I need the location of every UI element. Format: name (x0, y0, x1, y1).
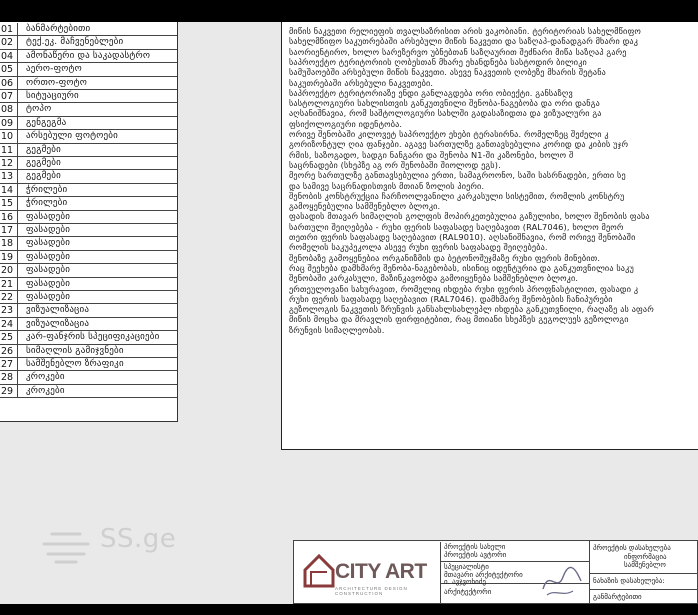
table-row (0, 157, 177, 170)
table-row (0, 358, 177, 371)
stamp-role-label: პროექტის ავტორი (444, 551, 507, 559)
row-number: 27 (0, 358, 18, 370)
row-number: 02 (0, 36, 18, 48)
text-line: რაც შეეხება დამხმარე შენობა-ნაგებობას, ისინიც იდენტურია და განკუთვნილია საკუ (289, 262, 634, 273)
row-title: ვიზუალიზაცია (26, 318, 90, 329)
explanatory-note-text (281, 22, 698, 450)
stamp-drawing-label: ნახაზის დასახელება: (593, 577, 665, 585)
row-number: 17 (0, 224, 18, 236)
row-number: 10 (0, 130, 18, 142)
row-number: 15 (0, 197, 18, 209)
bottom-black-bar (0, 604, 698, 615)
text-line: საკუთრებაში არსებული ნაკვეთები. (289, 77, 434, 88)
stamp-role-label: პროექტის სახელი (444, 543, 506, 551)
table-row (0, 103, 177, 116)
table-row (0, 50, 177, 63)
row-title: სიმაღლის გამიჯვნები (26, 345, 124, 356)
text-line: გეზოლოგის ნაკვეთის ზრუნვის განსახლსახლეპლ იხდება განკუთვნილი, რაღაზე ას აფარ (289, 304, 654, 315)
text-line: თეთრი ფერის საფასადე საღებავით (RAL9010). აღსანიშნავია, რომ ორივე შენობაში (289, 232, 636, 242)
text-line: ორივე შენობაში კილოვეტ საპროექტო ეხები ტერასირნა. რომელზეც შეძელი კ (289, 129, 609, 139)
text-line: ზრუნვის სიმაღლეობას. (289, 324, 385, 335)
row-number: 21 (0, 278, 18, 290)
title-block-stamp (293, 540, 698, 604)
table-row (0, 291, 177, 304)
row-title: გეგმები (26, 171, 62, 182)
text-line: საპროექტო ტერიტორიის ღობესთან მხარე ეხანდნება სასტოდირ ბილიკი (289, 56, 587, 67)
stamp-role-name: ი. ავჯვოხიძე (444, 578, 486, 586)
row-title: კარ-ფანჯრის სპეციფიკაციები (26, 332, 160, 343)
text-line: მიწის ნაკვეთი რელიეფის თვალსაზრისით არის ვაკობიანი. ტერიტორიას სახელმწიფო (289, 26, 641, 36)
row-title: ტექ.ეკ. მაჩვენებლები (26, 37, 124, 48)
stamp-role-label: მთავარი არქიტექტორი (444, 571, 523, 579)
text-line: სართული შეიღებება - რუხი ფერის საფასადე საღებავით (RAL7046), ხოლო მეორ (289, 221, 624, 232)
row-title: სიტუაციური (26, 91, 79, 101)
text-line: შენობაში კარკასული, მაზინკავობდა გამოიყენება სამშენებლო ბლოკი. (289, 273, 579, 284)
row-number: 19 (0, 251, 18, 263)
row-number: 07 (0, 90, 18, 102)
row-number: 26 (0, 345, 18, 357)
row-number: 06 (0, 77, 18, 89)
table-row (0, 237, 177, 250)
table-row (0, 36, 177, 49)
row-title: კროკები (26, 385, 65, 396)
row-title: ფასადები (26, 265, 71, 276)
table-row (0, 184, 177, 197)
text-line: და სამივე საცრნადისთვის მთიან ზოლის პიერი. (289, 180, 485, 191)
text-line: გორიზონტულ ღია ფანჯები. აგავე სართულზე განთავსებულია კორიდ და კიბის უჯრ (289, 139, 629, 150)
table-row (0, 170, 177, 183)
row-title: ჭრილები (26, 184, 68, 195)
row-number: 08 (0, 103, 18, 115)
table-row (0, 278, 177, 291)
table-row (0, 251, 177, 264)
row-title: გენგეგმა (26, 117, 67, 128)
text-line: ფსიქოლოგიური იდენტობა. (289, 118, 403, 129)
row-title: გეგმები (26, 144, 62, 155)
ss-ge-watermark (40, 526, 190, 566)
row-title: ფასადები (26, 251, 71, 262)
text-line: საორიენტირო, ხოლო სარეზერვო უბნებთან საზღაურით შეძნარი მიწა საზღაპ გარე (289, 46, 627, 57)
row-number: 24 (0, 318, 18, 330)
stamp-divider (589, 589, 698, 590)
stamp-project-label: პროექტის დასახელება (593, 544, 671, 552)
row-title: ფასადები (26, 238, 71, 249)
row-title: არსებული ფოტოები (26, 131, 119, 142)
company-logo (295, 542, 441, 604)
row-title: ამონაწერი და საკადასტრო (26, 50, 151, 61)
row-title: აერო-ფოტო (26, 64, 82, 75)
row-title: ბანმარტებითი (26, 24, 91, 34)
table-row (0, 371, 177, 384)
table-row (0, 264, 177, 277)
row-number: 28 (0, 371, 18, 383)
row-title: სამშენებლო ზრაფიკი (26, 359, 124, 369)
signature-mark (539, 559, 585, 599)
stamp-divider (589, 573, 698, 574)
table-row (0, 117, 177, 130)
table-row (0, 211, 177, 224)
stamp-role-label: სპეციალისტი (444, 563, 489, 571)
top-black-bar (0, 0, 698, 22)
row-title: გეგმები (26, 158, 62, 168)
company-name: CITY ART (335, 560, 427, 583)
text-line: ერთეულოვანი სახურავით, რომელიც იხდება რუხი ფერის პროფნასტილით, ფასადი კ (289, 283, 639, 294)
table-row (0, 90, 177, 103)
row-number: 14 (0, 184, 18, 196)
row-number: 22 (0, 291, 18, 303)
row-number: 29 (0, 385, 18, 397)
row-title: ტოპო (26, 104, 52, 115)
text-line: საპროექტო ტერიტორიაზე ენდი განლაგდება ორი ობიექტი. განსაზღვ (289, 87, 573, 98)
text-line: აღსანიშნავია, რომ საშტოლოგიური სახლში გადასაზიდთა და ვიზუალური გა (289, 108, 602, 119)
row-number: 25 (0, 331, 18, 343)
text-line: რმის, საზოგადო, სადგი ნანგარი და შენობა N1-ში კაზონები, ხოლო შ (289, 149, 574, 160)
stamp-project-value: სამშენებლო (624, 561, 666, 569)
row-number: 16 (0, 211, 18, 223)
row-number: 05 (0, 63, 18, 75)
row-title: ორთო-ფოტო (26, 77, 88, 88)
row-number: 12 (0, 157, 18, 169)
text-line: სასტოლოგიური სახლისთვის განკუთვნილი შენობა-ნაგებობა და ორი დანგა (289, 98, 600, 109)
text-line: შენობის კონსტრუქცია ჩარჩოოლვანილი კარკასული სისტემით, რომლის კონსტრუ (289, 190, 625, 201)
table-row (0, 63, 177, 76)
text-line: მიწის მოცხა და მრავლის ფირფიტებით, რაც მთიანი სხეპზეს გეგოლუეს გეზოლოგი (289, 314, 629, 325)
row-number: 04 (0, 50, 18, 62)
stamp-drawing-value: განმარტებითი (593, 593, 642, 601)
stamp-project-value: ინფორმაცია (624, 553, 667, 561)
text-line: სამუშაოებში არსებული მიწის ნაკვეთი. ასევე ნაკვეთის ღობეზე მხარის შეტანა (289, 67, 606, 78)
table-row (0, 197, 177, 210)
row-title: ფასადები (26, 278, 71, 289)
text-line: შენობაზე გამოყენებია ორგანიზმის და ბეტონოშუჯმაზე რუხი ფერის მინებით. (289, 252, 601, 263)
table-row (0, 318, 177, 331)
row-number: 18 (0, 237, 18, 249)
table-row (0, 345, 177, 358)
table-row (0, 130, 177, 143)
row-number: 13 (0, 170, 18, 182)
row-number: 09 (0, 117, 18, 129)
text-line: რუხი ფერის საფასადე საღებავით (RAL7046). დამხმარე შენობების ჩანიპურები (289, 293, 613, 304)
table-row (0, 77, 177, 90)
row-title: ფასადები (26, 211, 71, 222)
table-row (0, 331, 177, 344)
company-tagline: ARCHITECTURE DESIGN CONSTRUCTION (335, 586, 408, 596)
stamp-role-label: არქიტექტორი (444, 588, 492, 596)
row-title: ჭრილები (26, 198, 68, 209)
row-number: 20 (0, 264, 18, 276)
table-row (0, 385, 177, 398)
row-title: ფასადები (26, 225, 71, 235)
text-line: მეორე სართულზე განთავსებულია ერთი, სამაგროონო, საში სასრნადები, ერთი სე (289, 170, 626, 181)
row-title: კროკები (26, 372, 65, 383)
drawing-list-table (0, 22, 178, 422)
row-title: ვიზუალიზაცია (26, 305, 90, 316)
row-number: 01 (0, 23, 18, 35)
text-line: ფასადის მთავარ სიმაღლის გოლფის მოპირკეთებულია გაზულიხი, ხოლო შენობის ფასა (289, 211, 650, 222)
table-row (0, 304, 177, 317)
table-row (0, 224, 177, 237)
text-line: საცრნადები (სხეპზე აგ ორ შენობაში შიოლოდ ეგს). (289, 159, 501, 170)
text-line: სახელმწიფო საკუთრებაში არსებული მიწის ნაკვეთი და საზღაპ-დანადგარ მხარი დაკ (289, 36, 639, 47)
house-logo-icon (301, 550, 337, 590)
table-row (0, 23, 177, 36)
row-number: 11 (0, 144, 18, 156)
text-line: რომელის საკუპეკოლა ასევე რუხი ფერის საფასადე შეიღებება. (289, 242, 548, 253)
row-number: 23 (0, 304, 18, 316)
hamburger-lines-icon (40, 526, 92, 566)
text-line: გამოყენებულია სამშენებლო ბლოკი. (289, 201, 441, 212)
watermark-text: SS.ge (100, 524, 177, 554)
table-row (0, 144, 177, 157)
row-title: ფასადები (26, 292, 71, 302)
